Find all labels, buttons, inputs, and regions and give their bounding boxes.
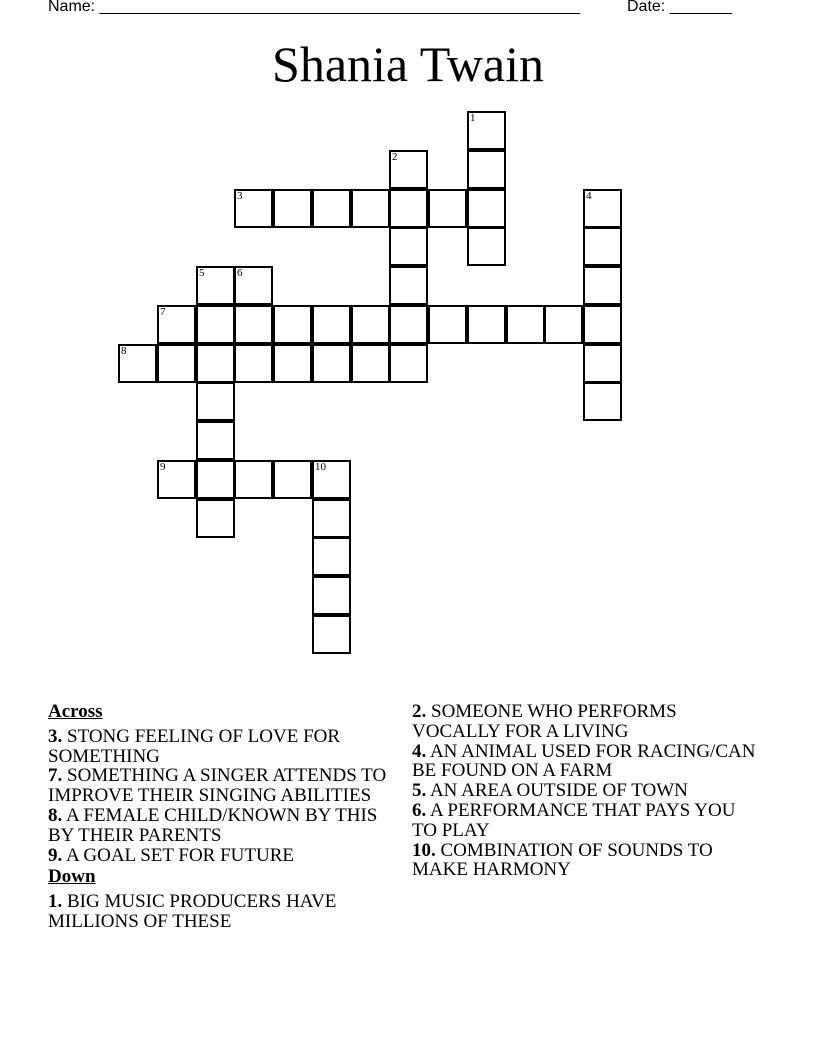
clue-item-number: 8. bbox=[48, 804, 63, 826]
grid-cell[interactable] bbox=[234, 460, 273, 499]
clue-item-number: 7. bbox=[48, 765, 63, 787]
down-clue-list-continued bbox=[412, 702, 762, 880]
grid-cell[interactable] bbox=[583, 305, 622, 344]
grid-cell[interactable] bbox=[428, 189, 467, 228]
grid-cell[interactable] bbox=[234, 344, 273, 383]
grid-cell[interactable] bbox=[467, 227, 506, 266]
grid-cell[interactable] bbox=[351, 189, 390, 228]
down-heading: Down bbox=[48, 866, 96, 888]
grid-cell[interactable] bbox=[157, 305, 196, 344]
grid-cell[interactable] bbox=[157, 344, 196, 383]
clue-item-number: 4. bbox=[412, 740, 427, 762]
clue-number: 2 bbox=[392, 151, 398, 163]
grid-cell[interactable] bbox=[583, 382, 622, 421]
clue-item-text: A GOAL SET FOR FUTURE bbox=[62, 844, 294, 866]
clue-item-text: A PERFORMANCE THAT PAYS YOU TO PLAY bbox=[412, 799, 736, 841]
clue-item bbox=[48, 766, 393, 806]
grid-cell[interactable] bbox=[196, 499, 235, 538]
grid-cell[interactable] bbox=[389, 227, 428, 266]
grid-cell[interactable] bbox=[428, 305, 467, 344]
date-line: Date: _______ bbox=[627, 0, 732, 15]
grid-cell[interactable] bbox=[273, 189, 312, 228]
clue-number: 6 bbox=[237, 267, 243, 279]
grid-cell[interactable] bbox=[234, 189, 273, 228]
grid-cell[interactable] bbox=[312, 615, 351, 654]
grid-cell[interactable] bbox=[389, 266, 428, 305]
grid-cell[interactable] bbox=[312, 537, 351, 576]
grid-cell[interactable] bbox=[544, 305, 583, 344]
clue-item-number: 9. bbox=[48, 844, 63, 866]
grid-cell[interactable] bbox=[234, 305, 273, 344]
clue-number: 5 bbox=[199, 267, 205, 279]
grid-cell[interactable] bbox=[196, 266, 235, 305]
grid-cell[interactable] bbox=[312, 189, 351, 228]
grid-cell[interactable] bbox=[273, 305, 312, 344]
grid-cell[interactable] bbox=[506, 305, 545, 344]
clue-item bbox=[412, 781, 762, 801]
grid-cell[interactable] bbox=[196, 344, 235, 383]
clue-item-text: STONG FEELING OF LOVE FOR SOMETHING bbox=[48, 725, 341, 767]
grid-cell[interactable] bbox=[389, 189, 428, 228]
grid-cell[interactable] bbox=[273, 460, 312, 499]
clue-item-number: 2. bbox=[412, 701, 427, 722]
down-clue-list bbox=[48, 892, 393, 932]
grid-cell[interactable] bbox=[467, 305, 506, 344]
grid-cell[interactable] bbox=[351, 305, 390, 344]
clue-item bbox=[412, 801, 762, 841]
grid-cell[interactable] bbox=[157, 460, 196, 499]
grid-cell[interactable] bbox=[196, 421, 235, 460]
grid-cell[interactable] bbox=[583, 227, 622, 266]
clue-item-number: 6. bbox=[412, 799, 427, 821]
across-clue-list bbox=[48, 727, 393, 866]
clues-column-right bbox=[412, 702, 762, 880]
clue-item bbox=[412, 702, 762, 742]
grid-cell[interactable] bbox=[118, 344, 157, 383]
clue-item bbox=[412, 742, 762, 782]
clue-number: 3 bbox=[237, 190, 243, 202]
grid-cell[interactable] bbox=[312, 344, 351, 383]
clue-item-text: AN ANIMAL USED FOR RACING/CAN BE FOUND ON A FARM bbox=[412, 740, 756, 782]
clue-item-text: SOMETHING A SINGER ATTENDS TO IMPROVE THEIR SINGING ABILITIES bbox=[48, 765, 387, 807]
grid-cell[interactable] bbox=[312, 305, 351, 344]
clues-column-left bbox=[48, 702, 393, 932]
grid-cell[interactable] bbox=[312, 460, 351, 499]
clue-item-number: 3. bbox=[48, 725, 63, 747]
clue-item bbox=[48, 892, 393, 932]
clue-item-number: 1. bbox=[48, 891, 63, 913]
clue-number: 7 bbox=[160, 306, 166, 318]
grid-cell[interactable] bbox=[273, 344, 312, 383]
grid-cell[interactable] bbox=[196, 460, 235, 499]
grid-cell[interactable] bbox=[583, 189, 622, 228]
name-line: Name: ______________________________________________________ bbox=[48, 0, 581, 15]
grid-cell[interactable] bbox=[351, 344, 390, 383]
clue-number: 1 bbox=[470, 112, 476, 124]
grid-cell[interactable] bbox=[234, 266, 273, 305]
clue-item-text: A FEMALE CHILD/KNOWN BY THIS BY THEIR PARENTS bbox=[48, 804, 378, 846]
clue-item-text: COMBINATION OF SOUNDS TO MAKE HARMONY bbox=[412, 839, 713, 881]
grid-cell[interactable] bbox=[467, 150, 506, 189]
grid-cell[interactable] bbox=[196, 305, 235, 344]
clue-item bbox=[48, 846, 393, 866]
grid-cell[interactable] bbox=[389, 344, 428, 383]
clue-item-text: AN AREA OUTSIDE OF TOWN bbox=[426, 780, 688, 802]
grid-cell[interactable] bbox=[196, 382, 235, 421]
clue-item bbox=[48, 806, 393, 846]
grid-cell[interactable] bbox=[389, 305, 428, 344]
grid-cell[interactable] bbox=[467, 189, 506, 228]
clue-item bbox=[48, 727, 393, 767]
grid-cell[interactable] bbox=[312, 576, 351, 615]
clue-item-text: SOMEONE WHO PERFORMS VOCALLY FOR A LIVING bbox=[412, 701, 677, 742]
clue-number: 9 bbox=[160, 461, 166, 473]
clue-item-number: 5. bbox=[412, 780, 427, 802]
clue-item-number: 10. bbox=[412, 839, 436, 861]
grid-cell[interactable] bbox=[583, 266, 622, 305]
grid-cell[interactable] bbox=[583, 344, 622, 383]
clue-number: 10 bbox=[315, 461, 326, 473]
clue-number: 8 bbox=[121, 345, 127, 357]
across-heading: Across bbox=[48, 701, 103, 722]
clue-item bbox=[412, 841, 762, 881]
puzzle-title: Shania Twain bbox=[272, 36, 544, 92]
grid-cell[interactable] bbox=[467, 111, 506, 150]
grid-cell[interactable] bbox=[389, 150, 428, 189]
clue-item-text: BIG MUSIC PRODUCERS HAVE MILLIONS OF THESE bbox=[48, 891, 337, 932]
clue-number: 4 bbox=[586, 190, 592, 202]
grid-cell[interactable] bbox=[312, 499, 351, 538]
